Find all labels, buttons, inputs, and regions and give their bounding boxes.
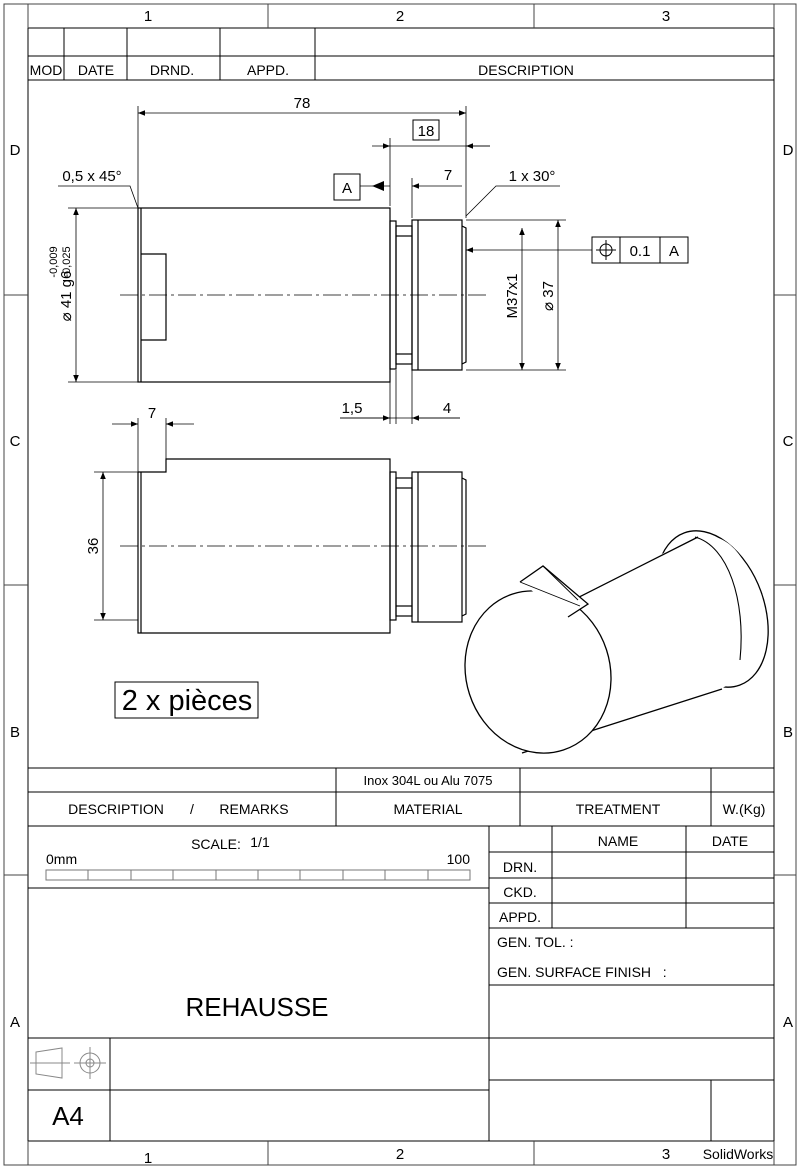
remarks-label: REMARKS	[219, 801, 289, 817]
zone-row-b-right: B	[782, 724, 794, 741]
dim-datum-offset: 7	[443, 167, 453, 184]
dim-flat-height: 36	[85, 537, 102, 555]
zone-row-c-right: C	[782, 433, 794, 450]
isometric-view	[444, 515, 788, 772]
zone-col-1-bottom: 1	[143, 1150, 153, 1167]
title-block-lines	[28, 768, 774, 1141]
gen-finish-label: GEN. SURFACE FINISH :	[497, 964, 667, 980]
rev-header-mod: MOD	[29, 62, 63, 78]
side-view-dimensions	[94, 418, 194, 620]
slash-separator: /	[190, 801, 194, 817]
software-label: SolidWorks	[702, 1146, 774, 1162]
scale-max: 100	[446, 851, 470, 867]
dim-overall-length: 78	[293, 95, 311, 112]
drn-label: DRN.	[502, 859, 538, 875]
appd-label: APPD.	[498, 909, 542, 925]
revision-table	[28, 28, 774, 80]
dim-thread: M37x1	[504, 273, 521, 319]
zone-col-3-top: 3	[661, 8, 671, 25]
gen-tol-label: GEN. TOL. :	[497, 934, 574, 950]
fcf-tolerance: 0.1	[629, 243, 651, 260]
dim-groove-width: 1,5	[341, 400, 363, 417]
third-angle-projection-icon	[30, 1047, 106, 1079]
side-view	[120, 459, 490, 633]
feature-control-frame	[592, 237, 688, 263]
zone-row-c-left: C	[9, 433, 21, 450]
front-view-labels	[48, 95, 557, 417]
scale-value: 1/1	[250, 834, 270, 850]
rev-header-drnd: DRND.	[149, 62, 195, 78]
scale-min: 0mm	[46, 851, 78, 867]
name-label: NAME	[597, 833, 639, 849]
dim-tol-lower: -0,025	[61, 246, 73, 278]
zone-col-2-bottom: 2	[395, 1146, 405, 1163]
ckd-label: CKD.	[503, 884, 537, 900]
zone-row-d-right: D	[782, 142, 794, 159]
dim-basic-length: 18	[417, 123, 435, 140]
dim-tol-upper: -0,009	[48, 246, 60, 278]
date-label: DATE	[711, 833, 749, 849]
zone-row-a-left: A	[9, 1014, 21, 1031]
scale-bar	[46, 870, 470, 880]
scale-label: SCALE:	[191, 836, 241, 852]
dim-groove-dist: 4	[442, 400, 452, 417]
zone-col-2-top: 2	[395, 8, 405, 25]
zone-row-b-left: B	[9, 724, 21, 741]
material-label: MATERIAL	[393, 801, 463, 817]
zone-col-3-bottom: 3	[661, 1146, 671, 1163]
dim-chamfer-left: 0,5 x 45°	[62, 168, 122, 185]
front-view	[120, 208, 490, 382]
dim-chamfer-right: 1 x 30°	[508, 168, 556, 185]
zone-row-d-left: D	[9, 142, 21, 159]
material-value: Inox 304L ou Alu 7075	[363, 773, 493, 788]
dim-diameter-main: ⌀ 41 g6	[58, 270, 75, 322]
sheet-size: A4	[52, 1101, 84, 1131]
rev-header-date: DATE	[77, 62, 115, 78]
title-block-text	[46, 773, 773, 1162]
rev-header-description: DESCRIPTION	[478, 62, 574, 78]
fcf-datum: A	[668, 243, 680, 260]
datum-triangle-icon	[372, 181, 384, 191]
zone-row-a-right: A	[782, 1014, 794, 1031]
dim-diameter-thread: ⌀ 37	[540, 281, 557, 311]
drawing-title: REHAUSSE	[185, 992, 329, 1022]
dim-datum-label: A	[341, 180, 353, 197]
zone-col-1-top: 1	[143, 8, 153, 25]
description-label: DESCRIPTION	[68, 801, 164, 817]
quantity-note: 2 x pièces	[121, 685, 253, 717]
rev-header-appd: APPD.	[246, 62, 290, 78]
dim-flat-width: 7	[147, 405, 157, 422]
treatment-label: TREATMENT	[575, 801, 661, 817]
weight-label: W.(Kg)	[722, 801, 766, 817]
